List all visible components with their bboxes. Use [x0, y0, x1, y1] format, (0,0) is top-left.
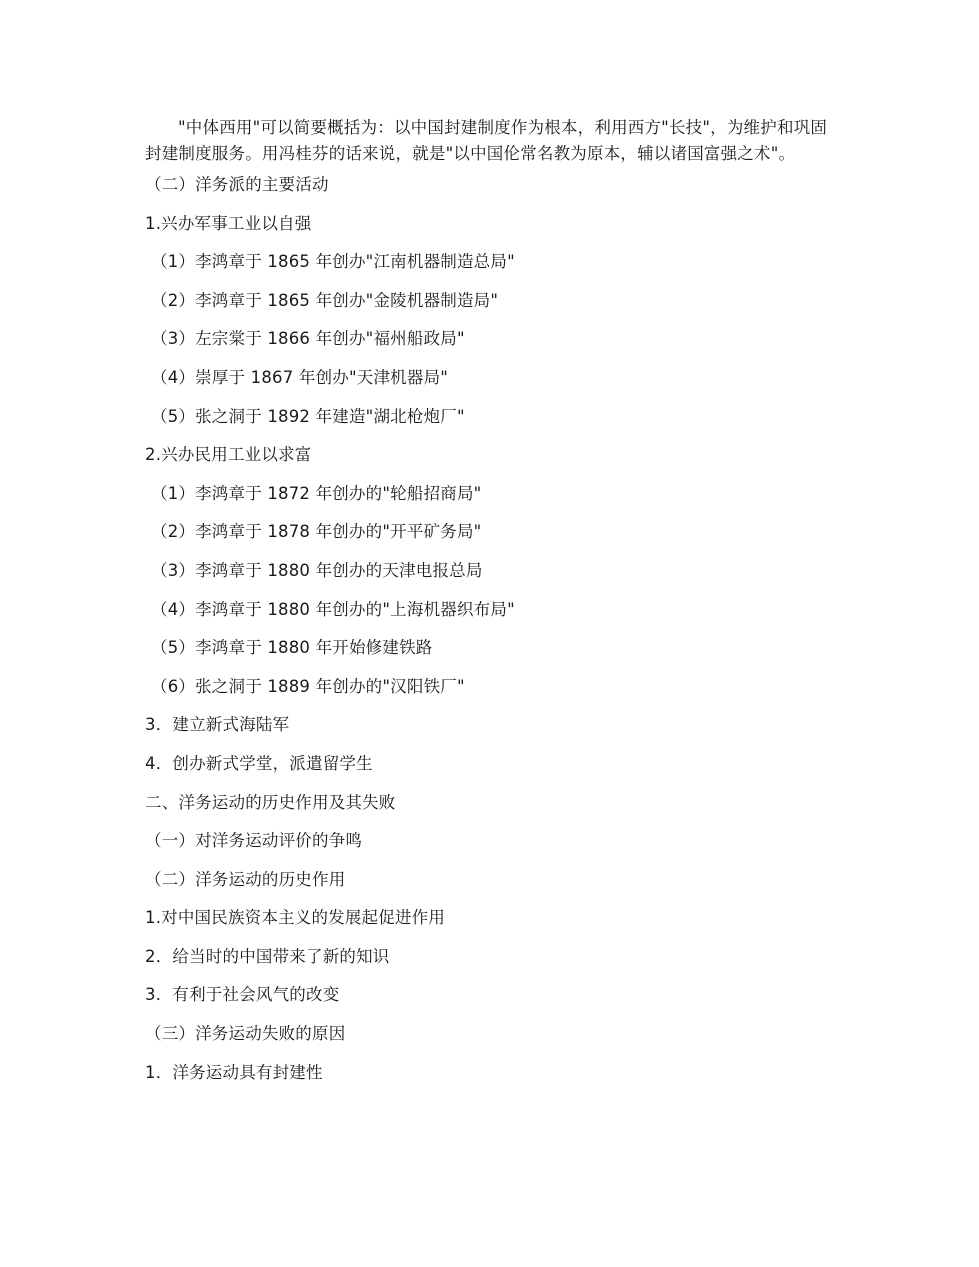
- outline-subitem: （2）李鸿章于 1865 年创办"金陵机器制造局": [151, 290, 499, 310]
- outline-subitem: （3）李鸿章于 1880 年创办的天津电报总局: [151, 560, 483, 580]
- outline-heading: 3．建立新式海陆军: [145, 715, 290, 735]
- outline-subitem: （1）李鸿章于 1865 年创办"江南机器制造总局": [151, 252, 515, 272]
- outline-subitem: （6）张之洞于 1889 年创办的"汉阳铁厂": [151, 676, 465, 696]
- outline-subitem: （5）李鸿章于 1880 年开始修建铁路: [151, 638, 433, 658]
- intro-paragraph: "中体西用"可以简要概括为：以中国封建制度作为根本，利用西方"长技"，为维护和巩固封建制度服务。用冯桂芬的话来说，就是"以中国伦常名教为原本，辅以诸国富强之术"。: [145, 118, 828, 163]
- outline-subitem: （4）李鸿章于 1880 年创办的"上海机器织布局": [151, 599, 515, 619]
- outline-subitem: （3）左宗棠于 1866 年创办"福州船政局": [151, 329, 465, 349]
- outline-subitem: （1）李鸿章于 1872 年创办的"轮船招商局": [151, 483, 482, 503]
- outline-heading: （二）洋务运动的历史作用: [145, 869, 346, 889]
- outline-heading: （三）洋务运动失败的原因: [145, 1024, 346, 1044]
- outline-heading: （一）对洋务运动评价的争鸣: [145, 831, 363, 851]
- outline-heading: 3．有利于社会风气的改变: [145, 985, 340, 1005]
- outline-heading: 2．给当时的中国带来了新的知识: [145, 946, 390, 966]
- outline-heading: 4．创办新式学堂，派遣留学生: [145, 753, 373, 773]
- outline-heading: 1．洋务运动具有封建性: [145, 1062, 323, 1082]
- outline-subitem: （5）张之洞于 1892 年建造"湖北枪炮厂": [151, 406, 465, 426]
- document-body: [145, 115, 835, 1098]
- outline-heading: 1.兴办军事工业以自强: [145, 213, 312, 233]
- outline-subitem: （4）崇厚于 1867 年创办"天津机器局": [151, 367, 449, 387]
- outline-heading: （二）洋务派的主要活动: [145, 175, 329, 194]
- outline-heading: 二、洋务运动的历史作用及其失败: [145, 792, 396, 812]
- outline-heading: 1.对中国民族资本主义的发展起促进作用: [145, 908, 446, 928]
- outline-list: [145, 172, 835, 1086]
- outline-subitem: （2）李鸿章于 1878 年创办的"开平矿务局": [151, 522, 482, 542]
- outline-heading: 2.兴办民用工业以求富: [145, 445, 312, 465]
